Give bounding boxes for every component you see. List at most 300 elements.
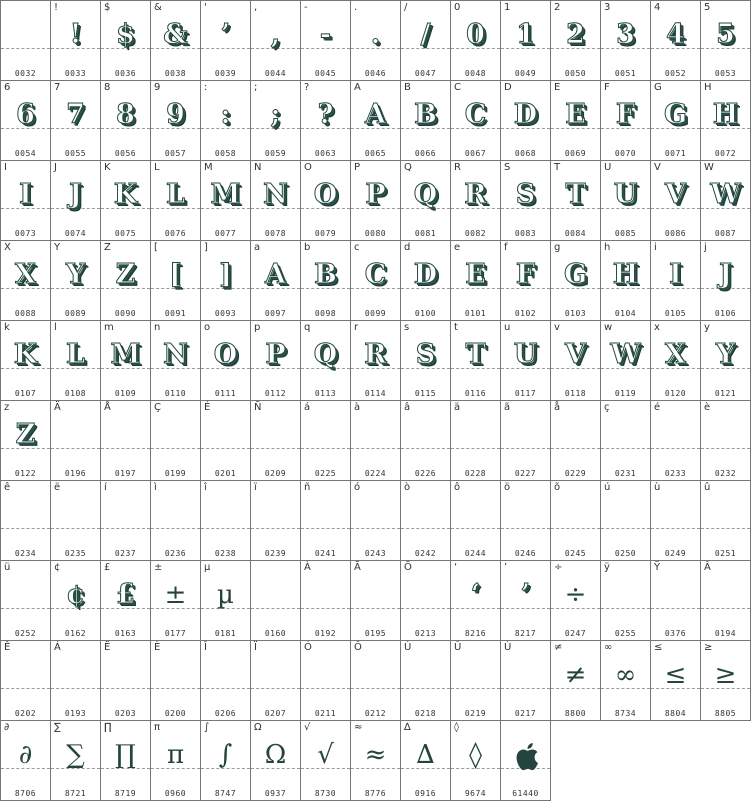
keyboard-reference-char: ' (204, 2, 207, 13)
glyph-preview: I (669, 259, 682, 290)
glyph-preview: ∂ (18, 740, 33, 770)
glyph-cell (301, 641, 351, 721)
baseline-guide (351, 448, 400, 449)
glyph-cell (451, 1, 501, 81)
char-code-label: 0070 (614, 149, 637, 158)
keyboard-reference-char: ë (54, 482, 61, 493)
baseline-guide (301, 448, 350, 449)
keyboard-reference-char: Q (404, 162, 412, 173)
glyph-cell (51, 1, 101, 81)
keyboard-reference-char: î (204, 482, 207, 493)
glyph-preview: ∫ (218, 740, 233, 770)
glyph-preview: £ (116, 579, 135, 610)
glyph-preview: 4 (666, 19, 685, 50)
keyboard-reference-char: ∏ (104, 722, 112, 733)
glyph-cell (201, 321, 251, 401)
char-code-label: 0181 (214, 629, 237, 638)
glyph-preview: X (15, 259, 36, 290)
glyph-cell (651, 561, 701, 641)
baseline-guide (301, 608, 350, 609)
keyboard-reference-char: ó (354, 482, 361, 493)
glyph-cell (501, 321, 551, 401)
keyboard-reference-char: : (204, 82, 208, 93)
glyph-cell (201, 81, 251, 161)
char-code-label: 0200 (164, 709, 187, 718)
baseline-guide (1, 528, 50, 529)
glyph-cell (101, 161, 151, 241)
baseline-guide (651, 608, 700, 609)
glyph-preview: W (610, 339, 641, 370)
glyph-cell (501, 561, 551, 641)
keyboard-reference-char: ô (454, 482, 461, 493)
glyph-cell (151, 561, 201, 641)
keyboard-reference-char: T (554, 162, 561, 173)
glyph-cell (501, 241, 551, 321)
char-code-label: 0079 (314, 229, 337, 238)
keyboard-reference-char: 2 (554, 2, 561, 13)
glyph-cell (501, 721, 551, 801)
keyboard-reference-char: r (354, 322, 359, 333)
glyph-cell (351, 641, 401, 721)
char-code-label: 8800 (564, 709, 587, 718)
keyboard-reference-char: ¢ (54, 562, 61, 573)
char-code-label: 0219 (464, 709, 487, 718)
glyph-preview: G (563, 259, 588, 290)
char-code-label: 8804 (664, 709, 687, 718)
glyph-cell (101, 561, 151, 641)
char-code-label: 8734 (614, 709, 637, 718)
glyph-cell (1, 641, 51, 721)
baseline-guide (251, 528, 300, 529)
glyph-preview: . (370, 19, 381, 50)
keyboard-reference-char: u (504, 322, 511, 333)
keyboard-reference-char: . (354, 2, 358, 13)
keyboard-reference-char: P (354, 162, 361, 173)
glyph-cell (601, 81, 651, 161)
glyph-preview: ] (219, 259, 232, 290)
char-code-label: 0960 (164, 789, 187, 798)
char-code-label: 0227 (514, 469, 537, 478)
glyph-cell (101, 721, 151, 801)
glyph-cell (301, 241, 351, 321)
glyph-preview: F (515, 259, 536, 290)
keyboard-reference-char: J (54, 162, 57, 173)
glyph-preview: $ (116, 19, 135, 50)
keyboard-reference-char: ∫ (204, 722, 210, 733)
char-code-label: 0093 (214, 309, 237, 318)
keyboard-reference-char: Â (704, 562, 711, 573)
glyph-cell (601, 401, 651, 481)
char-code-label: 0199 (164, 469, 187, 478)
glyph-cell (351, 481, 401, 561)
glyph-cell (51, 401, 101, 481)
char-code-label: 0074 (64, 229, 87, 238)
char-code-label: 0118 (564, 389, 587, 398)
keyboard-reference-char: 3 (604, 2, 611, 13)
glyph-cell (201, 721, 251, 801)
keyboard-reference-char: - (304, 2, 308, 13)
glyph-cell (101, 241, 151, 321)
glyph-preview: Y (65, 259, 86, 290)
glyph-preview: 1 (516, 19, 535, 50)
keyboard-reference-char: è (704, 402, 711, 413)
glyph-preview: T (465, 339, 486, 370)
char-code-label: 0229 (564, 469, 587, 478)
char-code-label: 0033 (64, 69, 87, 78)
glyph-cell (51, 721, 101, 801)
keyboard-reference-char: Ï (254, 642, 257, 653)
glyph-cell (251, 241, 301, 321)
char-code-label: 0224 (364, 469, 387, 478)
baseline-guide (451, 448, 500, 449)
glyph-cell (401, 401, 451, 481)
keyboard-reference-char: Ô (354, 642, 362, 653)
baseline-guide (401, 528, 450, 529)
char-code-label: 0089 (64, 309, 87, 318)
glyph-cell (501, 641, 551, 721)
keyboard-reference-char: y (704, 322, 710, 333)
keyboard-reference-char: , (254, 2, 258, 13)
char-code-label: 0209 (264, 469, 287, 478)
char-code-label: 61440 (512, 789, 539, 798)
char-code-label: 0237 (114, 549, 137, 558)
keyboard-reference-char: ï (254, 482, 257, 493)
char-code-label: 8217 (514, 629, 537, 638)
keyboard-reference-char: M (204, 162, 213, 173)
char-code-label: 0115 (414, 389, 437, 398)
keyboard-reference-char: ≥ (704, 642, 713, 653)
char-code-label: 0202 (14, 709, 37, 718)
keyboard-reference-char: Ä (54, 402, 61, 413)
baseline-guide (101, 688, 150, 689)
char-code-label: 0076 (164, 229, 187, 238)
glyph-preview: ’ (220, 19, 231, 50)
char-code-label: 0228 (464, 469, 487, 478)
glyph-cell (301, 81, 351, 161)
char-code-label: 0234 (14, 549, 37, 558)
glyph-cell (551, 561, 601, 641)
char-code-label: 0197 (114, 469, 137, 478)
char-code-label: 8776 (364, 789, 387, 798)
baseline-guide (251, 608, 300, 609)
keyboard-reference-char: Y (54, 242, 61, 253)
keyboard-reference-char: ? (304, 82, 310, 93)
char-code-label: 0090 (114, 309, 137, 318)
keyboard-reference-char: à (354, 402, 361, 413)
keyboard-reference-char: X (4, 242, 11, 253)
glyph-cell (601, 481, 651, 561)
keyboard-reference-char: R (454, 162, 461, 173)
baseline-guide (451, 688, 500, 689)
glyph-preview: ∆ (416, 740, 435, 770)
char-code-label: 0048 (464, 69, 487, 78)
char-code-label: 0235 (64, 549, 87, 558)
baseline-guide (51, 528, 100, 529)
baseline-guide (601, 448, 650, 449)
char-code-label: 0055 (64, 149, 87, 158)
glyph-preview: R (364, 339, 387, 370)
glyph-cell (401, 721, 451, 801)
glyph-cell (651, 321, 701, 401)
keyboard-reference-char: I (4, 162, 7, 173)
glyph-cell (201, 401, 251, 481)
glyph-preview: , (270, 19, 281, 50)
keyboard-reference-char: Ú (404, 642, 412, 653)
glyph-cell (551, 161, 601, 241)
glyph-preview: J (719, 259, 732, 290)
glyph-preview: K (13, 339, 38, 370)
keyboard-reference-char: 1 (504, 2, 511, 13)
keyboard-reference-char: Ç (154, 402, 161, 413)
keyboard-reference-char: Õ (404, 562, 412, 573)
glyph-cell (601, 241, 651, 321)
glyph-cell (651, 1, 701, 81)
char-code-label: 0099 (364, 309, 387, 318)
char-code-label: 0088 (14, 309, 37, 318)
keyboard-reference-char: û (704, 482, 711, 493)
glyph-cell (1, 81, 51, 161)
glyph-cell (51, 481, 101, 561)
char-code-label: 0080 (364, 229, 387, 238)
baseline-guide (551, 528, 600, 529)
glyph-cell (101, 401, 151, 481)
char-code-label: 0218 (414, 709, 437, 718)
keyboard-reference-char: ; (254, 82, 258, 93)
glyph-preview: P (365, 179, 386, 210)
char-code-label: 0059 (264, 149, 287, 158)
char-code-label: 0217 (514, 709, 537, 718)
keyboard-reference-char: v (554, 322, 560, 333)
char-code-label: 0046 (364, 69, 387, 78)
glyph-cell (601, 641, 651, 721)
keyboard-reference-char: j (704, 242, 707, 253)
glyph-preview: O (313, 179, 338, 210)
glyph-cell (1, 321, 51, 401)
keyboard-reference-char: À (304, 562, 311, 573)
char-code-label: 0072 (714, 149, 737, 158)
glyph-cell (301, 561, 351, 641)
char-code-label: 0058 (214, 149, 237, 158)
keyboard-reference-char: B (404, 82, 411, 93)
keyboard-reference-char: o (204, 322, 211, 333)
keyboard-reference-char: µ (204, 562, 211, 573)
glyph-preview: 8 (116, 99, 135, 130)
glyph-cell (351, 721, 401, 801)
char-code-label: 0085 (614, 229, 637, 238)
keyboard-reference-char: Å (104, 402, 111, 413)
keyboard-reference-char: Ê (4, 642, 11, 653)
keyboard-reference-char: G (654, 82, 662, 93)
glyph-cell (301, 1, 351, 81)
char-code-label: 0196 (64, 469, 87, 478)
glyph-preview: O (213, 339, 238, 370)
glyph-cell (651, 481, 701, 561)
char-code-label: 8747 (214, 789, 237, 798)
keyboard-reference-char: n (154, 322, 161, 333)
keyboard-reference-char: ∆ (404, 722, 411, 733)
glyph-cell (1, 481, 51, 561)
char-code-label: 0193 (64, 709, 87, 718)
char-code-label: 0226 (414, 469, 437, 478)
keyboard-reference-char: 5 (704, 2, 711, 13)
glyph-cell (151, 481, 201, 561)
glyph-cell (151, 641, 201, 721)
baseline-guide (151, 688, 200, 689)
glyph-cell (401, 161, 451, 241)
baseline-guide (351, 688, 400, 689)
glyph-cell (401, 1, 451, 81)
glyph-cell (251, 81, 301, 161)
glyph-preview: 2 (566, 19, 585, 50)
glyph-cell (401, 481, 451, 561)
char-code-label: 0937 (264, 789, 287, 798)
glyph-preview: ; (270, 99, 281, 130)
char-code-label: 0194 (714, 629, 737, 638)
glyph-preview: ∏ (115, 740, 136, 770)
char-code-label: 0073 (14, 229, 37, 238)
keyboard-reference-char: E (554, 82, 561, 93)
keyboard-reference-char: H (704, 82, 712, 93)
glyph-cell (151, 721, 201, 801)
keyboard-reference-char: 7 (54, 82, 61, 93)
keyboard-reference-char: g (554, 242, 561, 253)
glyph-preview: M (110, 339, 141, 370)
glyph-preview: ± (164, 580, 187, 610)
glyph-cell (1, 1, 51, 81)
char-code-label: 0078 (264, 229, 287, 238)
glyph-cell (151, 81, 201, 161)
baseline-guide (501, 528, 550, 529)
keyboard-reference-char: ä (454, 402, 461, 413)
char-code-label: 0249 (664, 549, 687, 558)
keyboard-reference-char: q (304, 322, 311, 333)
glyph-preview: B (314, 259, 337, 290)
char-code-label: 0109 (114, 389, 137, 398)
keyboard-reference-char: ç (604, 402, 610, 413)
glyph-preview: C (464, 99, 487, 130)
glyph-cell (701, 1, 751, 81)
glyph-cell (101, 321, 151, 401)
keyboard-reference-char: √ (304, 722, 311, 733)
char-code-label: 0069 (564, 149, 587, 158)
glyph-cell (651, 161, 701, 241)
baseline-guide (301, 528, 350, 529)
glyph-preview: S (515, 179, 536, 210)
keyboard-reference-char: Ω (254, 722, 262, 733)
keyboard-reference-char: õ (554, 482, 561, 493)
keyboard-reference-char: ì (154, 482, 157, 493)
baseline-guide (251, 688, 300, 689)
glyph-cell (601, 1, 651, 81)
keyboard-reference-char: 9 (154, 82, 161, 93)
glyph-preview: I (19, 179, 32, 210)
char-code-label: 0110 (164, 389, 187, 398)
glyph-preview: µ (217, 580, 234, 610)
glyph-cell (351, 81, 401, 161)
baseline-guide (301, 688, 350, 689)
char-code-label: 0162 (64, 629, 87, 638)
glyph-preview: L (66, 339, 85, 370)
keyboard-reference-char: Ó (304, 642, 312, 653)
char-code-label: 0177 (164, 629, 187, 638)
char-code-label: 0104 (614, 309, 637, 318)
glyph-preview: J (69, 179, 82, 210)
baseline-guide (351, 608, 400, 609)
baseline-guide (401, 608, 450, 609)
char-code-label: 0255 (614, 629, 637, 638)
glyph-cell (501, 1, 551, 81)
baseline-guide (401, 688, 450, 689)
char-code-label: 0251 (714, 549, 737, 558)
keyboard-reference-char: É (204, 402, 211, 413)
keyboard-reference-char: S (504, 162, 511, 173)
glyph-cell (201, 161, 251, 241)
char-code-label: 0245 (564, 549, 587, 558)
glyph-preview: W (710, 179, 741, 210)
keyboard-reference-char: l (54, 322, 57, 333)
keyboard-reference-char: k (4, 322, 10, 333)
char-code-label: 0213 (414, 629, 437, 638)
glyph-preview: ! (69, 19, 82, 50)
glyph-cell (251, 481, 301, 561)
char-code-label: 0233 (664, 469, 687, 478)
char-code-label: 0038 (164, 69, 187, 78)
char-code-label: 0056 (114, 149, 137, 158)
glyph-cell (201, 241, 251, 321)
glyph-preview: A (265, 259, 286, 290)
char-code-label: 8805 (714, 709, 737, 718)
glyph-cell (651, 641, 701, 721)
glyph-cell (451, 481, 501, 561)
glyph-cell (551, 401, 601, 481)
glyph-cell (401, 81, 451, 161)
char-code-label: 0120 (664, 389, 687, 398)
keyboard-reference-char: t (454, 322, 458, 333)
char-code-label: 0077 (214, 229, 237, 238)
keyboard-reference-char: ≈ (354, 722, 363, 733)
char-code-label: 0207 (264, 709, 287, 718)
baseline-guide (1, 608, 50, 609)
keyboard-reference-char: ! (54, 2, 59, 13)
glyph-cell (251, 1, 301, 81)
baseline-guide (701, 528, 750, 529)
glyph-cell (501, 81, 551, 161)
glyph-preview: R (464, 179, 487, 210)
keyboard-reference-char: ◊ (454, 722, 459, 733)
keyboard-reference-char: L (154, 162, 160, 173)
char-code-label: 0206 (214, 709, 237, 718)
glyph-cell (401, 241, 451, 321)
glyph-cell (351, 561, 401, 641)
keyboard-reference-char: & (154, 2, 162, 13)
glyph-preview: E (465, 259, 486, 290)
glyph-cell (551, 241, 601, 321)
keyboard-reference-char: ± (154, 562, 163, 573)
baseline-guide (201, 688, 250, 689)
glyph-preview: Q (313, 339, 338, 370)
glyph-preview: ≈ (364, 740, 387, 770)
char-code-label: 0231 (614, 469, 637, 478)
glyph-cell (251, 161, 301, 241)
char-code-label: 0201 (214, 469, 237, 478)
glyph-cell (101, 81, 151, 161)
char-code-label: 0087 (714, 229, 737, 238)
glyph-cell (51, 321, 101, 401)
keyboard-reference-char: b (304, 242, 311, 253)
glyph-preview: G (663, 99, 688, 130)
keyboard-reference-char: 0 (454, 2, 461, 13)
baseline-guide (51, 688, 100, 689)
